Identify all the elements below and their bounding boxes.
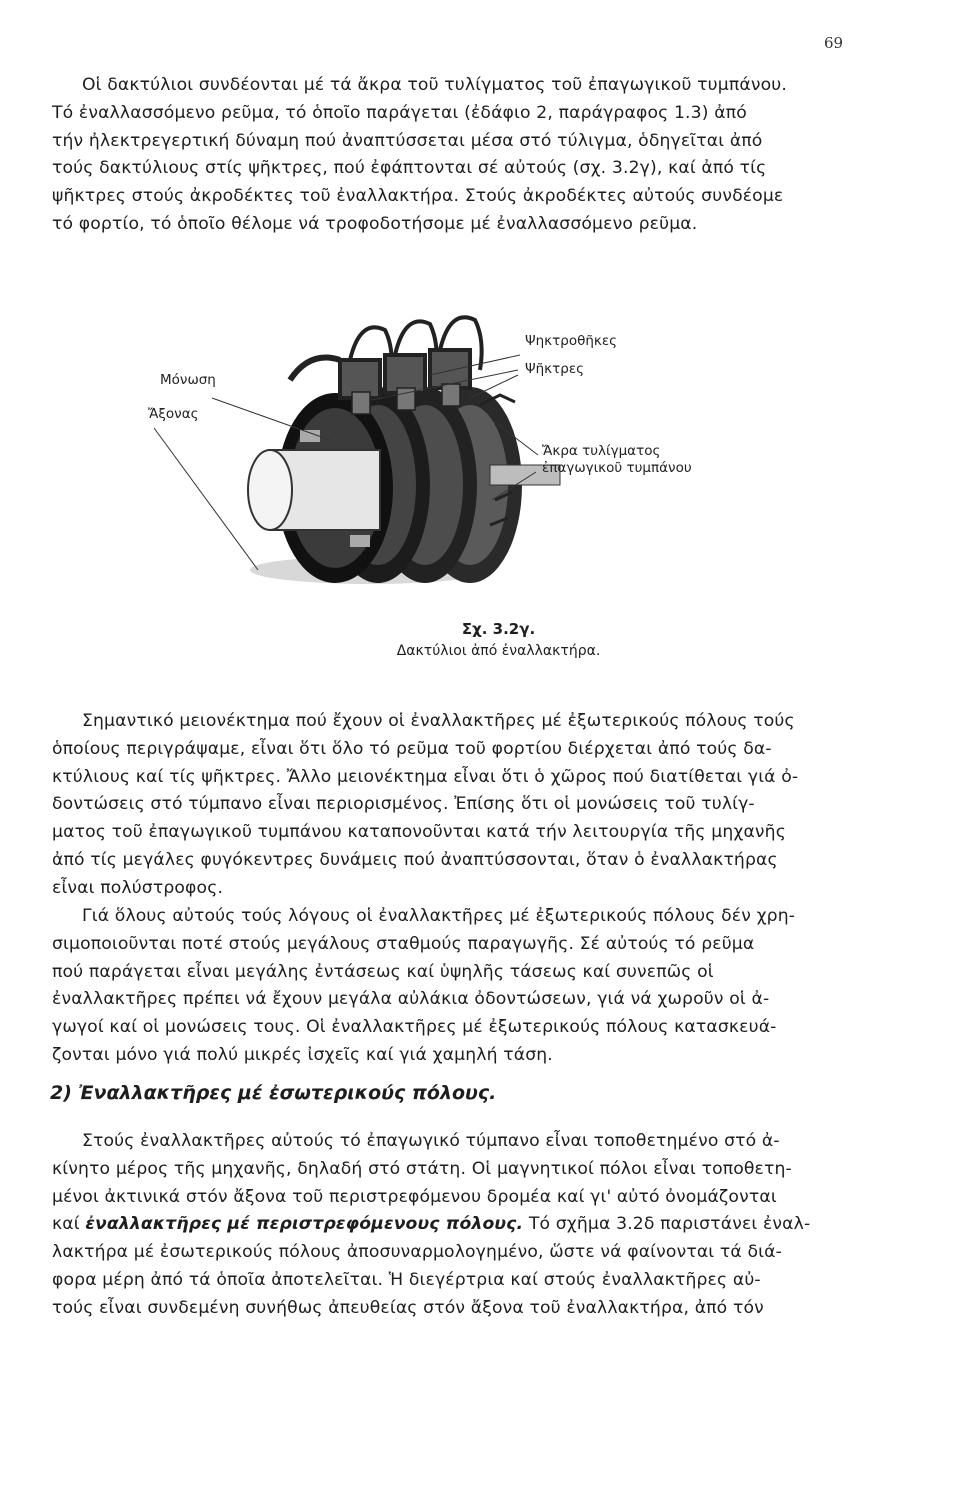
- label-axle: Ἄξονας: [148, 406, 199, 422]
- text-line: τούς δακτύλιους στίς ψῆκτρες, πού ἐφάπτονται σέ αὐτούς (σχ. 3.2γ), καί ἀπό τίς: [52, 158, 767, 179]
- page-number: 69: [824, 34, 844, 52]
- text-line: κτύλιους καί τίς ψῆκτρες. Ἄλλο μειονέκτημα εἶναι ὅτι ὁ χῶρος πού διατίθεται γιά ὀ-: [52, 766, 799, 787]
- figure-caption: Δακτύλιοι ἀπό ἐναλλακτήρα.: [396, 643, 601, 659]
- paragraph-disadvantages: [52, 708, 870, 903]
- text-line: τούς εἶναι συνδεμένη συνήθως ἀπευθείας στόν ἄξονα τοῦ ἐναλλακτήρα, ἀπό τόν: [52, 1297, 764, 1318]
- text-line: Τό ἐναλλασσόμενο ρεῦμα, τό ὁποῖο παράγεται (ἐδάφιο 2, παράγραφος 1.3) ἀπό: [52, 102, 747, 123]
- text-line: ψῆκτρες στούς ἀκροδέκτες τοῦ ἐναλλακτήρα. Στούς ἀκροδέκτες αὐτούς συνδέομε: [52, 186, 784, 207]
- slip-rings-illustration: [140, 300, 790, 610]
- paragraph-slip-rings-intro: [52, 72, 870, 239]
- text-line: πού παράγεται εἶναι μεγάλης ἐντάσεως καί ὑψηλῆς τάσεως καί συνεπῶς οἱ: [52, 961, 714, 982]
- label-winding-ends-2: ἐπαγωγικοῦ τυμπάνου: [542, 460, 692, 476]
- text-line: μένοι ἀκτινικά στόν ἄξονα τοῦ περιστρεφόμενου δρομέα καί γι' αὐτό ὀνομάζονται: [52, 1186, 777, 1207]
- label-brushes: Ψῆκτρες: [525, 361, 585, 377]
- text-line: ἀπό τίς μεγάλες φυγόκεντρες δυνάμεις πού ἀναπτύσσονται, ὅταν ὁ ἐναλλακτήρας: [52, 849, 778, 870]
- text-line: ἐναλλακτῆρες πρέπει νά ἔχουν μεγάλα αὐλάκια ὀδοντώσεων, γιά νά χωροῦν οἱ ἀ-: [52, 989, 770, 1010]
- text-line: λακτήρα μέ ἐσωτερικούς πόλους ἀποσυναρμολογημένο, ὥστε νά φαίνονται τά διά-: [52, 1242, 782, 1263]
- text-line: Στούς ἐναλλακτῆρες αὐτούς τό ἐπαγωγικό τύμπανο εἶναι τοποθετημένο στό ἀ-: [82, 1131, 780, 1151]
- text-line: ὁποίους περιγράψαμε, εἶναι ὅτι ὅλο τό ρεῦμα τοῦ φορτίου διέρχεται ἀπό τούς δα-: [52, 738, 772, 759]
- section-heading: 2) Ἐναλλακτῆρες μέ ἐσωτερικούς πόλους.: [50, 1082, 497, 1104]
- text-line: ζονται μόνο γιά πολύ μικρές ἰσχεῖς καί γιά χαμηλή τάση.: [52, 1044, 553, 1065]
- label-brush-holders: Ψηκτροθῆκες: [525, 333, 618, 349]
- text-line: δοντώσεις στό τύμπανο εἶναι περιορισμένος. Ἐπίσης ὅτι οἱ μονώσεις τοῦ τυλίγ-: [52, 794, 755, 815]
- text-line: γωγοί καί οἱ μονώσεις τους. Οἱ ἐναλλακτῆρες μέ ἐξωτερικούς πόλους κατασκευά-: [52, 1017, 777, 1038]
- paragraph-internal-poles: [52, 1128, 870, 1323]
- text-line: Σημαντικό μειονέκτημα πού ἔχουν οἱ ἐναλλακτῆρες μέ ἐξωτερικούς πόλους τούς: [82, 711, 795, 731]
- paragraph-usage: [52, 903, 870, 1070]
- text-line: [52, 1211, 870, 1239]
- text-line: τό φορτίο, τό ὁποῖο θέλομε νά τροφοδοτήσομε μέ ἐναλλασσόμενο ρεῦμα.: [52, 213, 698, 234]
- text-line: τήν ἠλεκτρεγερτική δύναμη πού ἀναπτύσσεται μέσα στό τύλιγμα, ὁδηγεῖται ἀπό: [52, 130, 763, 151]
- figure-number: Σχ. 3.2γ.: [461, 620, 536, 638]
- text-line: σιμοποιοῦνται ποτέ στούς μεγάλους σταθμούς παραγωγῆς. Σέ αὐτούς τό ρεῦμα: [52, 933, 755, 954]
- text-fragment: καί: [52, 1214, 86, 1235]
- emphasized-term: ἐναλλακτῆρες μέ περιστρεφόμενους πόλους.: [85, 1214, 524, 1235]
- text-line: ματος τοῦ ἐπαγωγικοῦ τυμπάνου καταπονοῦνται κατά τήν λειτουργία τῆς μηχανῆς: [52, 822, 786, 843]
- text-line: εἶναι πολύστροφος.: [52, 877, 224, 898]
- text-line: Γιά ὅλους αὐτούς τούς λόγους οἱ ἐναλλακτῆρες μέ ἐξωτερικούς πόλους δέν χρη-: [82, 906, 796, 926]
- text-line: Οἱ δακτύλιοι συνδέονται μέ τά ἄκρα τοῦ τυλίγματος τοῦ ἐπαγωγικοῦ τυμπάνου.: [82, 75, 787, 95]
- text-line: φορα μέρη ἀπό τά ὁποῖα ἀποτελεῖται. Ἡ διεγέρτρια καί στούς ἐναλλακτῆρες αὐ-: [52, 1269, 761, 1290]
- text-fragment: Τό σχῆμα 3.2δ παριστάνει ἐναλ-: [523, 1214, 811, 1235]
- text-line: κίνητο μέρος τῆς μηχανῆς, δηλαδή στό στάτη. Οἱ μαγνητικοί πόλοι εἶναι τοποθετη-: [52, 1158, 792, 1179]
- label-insulation: Μόνωση: [160, 372, 216, 388]
- label-winding-ends: Ἄκρα τυλίγματος: [542, 443, 661, 459]
